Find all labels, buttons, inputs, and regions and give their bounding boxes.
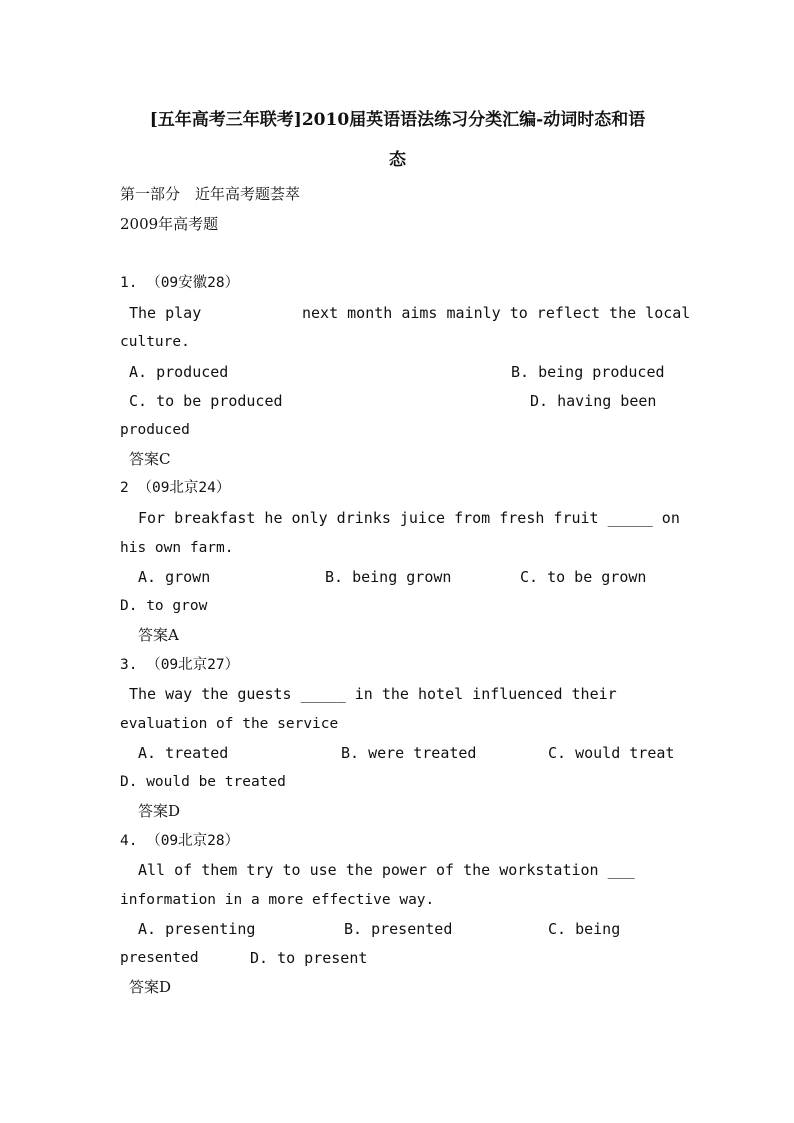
question-4-option-a: A. presenting bbox=[138, 920, 256, 938]
subsection-heading: 2009年高考题 bbox=[120, 215, 219, 233]
question-1-header: 1. （09安徽28） bbox=[120, 275, 240, 291]
question-3-option-c: C. would treat bbox=[548, 744, 675, 762]
question-1-stem-part-b: next month aims mainly to reflect the local bbox=[302, 304, 691, 322]
question-4-option-c: C. being bbox=[548, 920, 621, 938]
question-4-answer: 答案D bbox=[129, 978, 172, 996]
question-1-answer: 答案C bbox=[129, 450, 171, 468]
question-3-stem-line-1: The way the guests _____ in the hotel influenced their bbox=[129, 685, 617, 703]
title-line-2: 态 bbox=[389, 150, 406, 170]
question-1-option-c: C. to be produced bbox=[129, 392, 283, 410]
section-heading: 第一部分 近年高考题荟萃 bbox=[120, 185, 301, 203]
question-2-header: 2 （09北京24） bbox=[120, 480, 231, 496]
question-3-option-a: A. treated bbox=[138, 744, 229, 762]
question-3-answer: 答案D bbox=[138, 802, 181, 820]
question-2-answer: 答案A bbox=[138, 626, 179, 644]
question-3-stem-line-2: evaluation of the service bbox=[120, 716, 339, 732]
question-4-option-d: D. to present bbox=[250, 949, 368, 967]
question-3-option-b: B. were treated bbox=[341, 744, 477, 762]
question-2-option-a: A. grown bbox=[138, 568, 211, 586]
question-2-option-c: C. to be grown bbox=[520, 568, 647, 586]
question-4-stem-line-2: information in a more effective way. bbox=[120, 892, 435, 908]
document-title bbox=[120, 100, 675, 180]
question-2-option-d: D. to grow bbox=[120, 598, 208, 614]
question-3-option-d: D. would be treated bbox=[120, 774, 286, 790]
question-4-header: 4. （09北京28） bbox=[120, 833, 240, 849]
question-4-option-b: B. presented bbox=[344, 920, 453, 938]
question-3-header: 3. （09北京27） bbox=[120, 657, 240, 673]
question-2-stem-line-1: For breakfast he only drinks juice from fresh fruit _____ on bbox=[138, 509, 680, 527]
question-1-option-d: D. having been bbox=[530, 392, 657, 410]
question-1-stem-line-2: culture. bbox=[120, 334, 190, 350]
question-1-option-d-cont: produced bbox=[120, 422, 190, 438]
question-1-stem-part-a: The play bbox=[129, 304, 202, 322]
question-1-option-a: A. produced bbox=[129, 363, 229, 381]
question-1-option-b: B. being produced bbox=[511, 363, 665, 381]
question-2-option-b: B. being grown bbox=[325, 568, 452, 586]
title-line-1: [五年高考三年联考]2010届英语语法练习分类汇编-动词时态和语 bbox=[149, 110, 646, 130]
question-4-stem-line-1: All of them try to use the power of the workstation ___ bbox=[138, 861, 635, 879]
question-4-option-c-cont: presented bbox=[120, 950, 199, 966]
question-2-stem-line-2: his own farm. bbox=[120, 540, 234, 556]
